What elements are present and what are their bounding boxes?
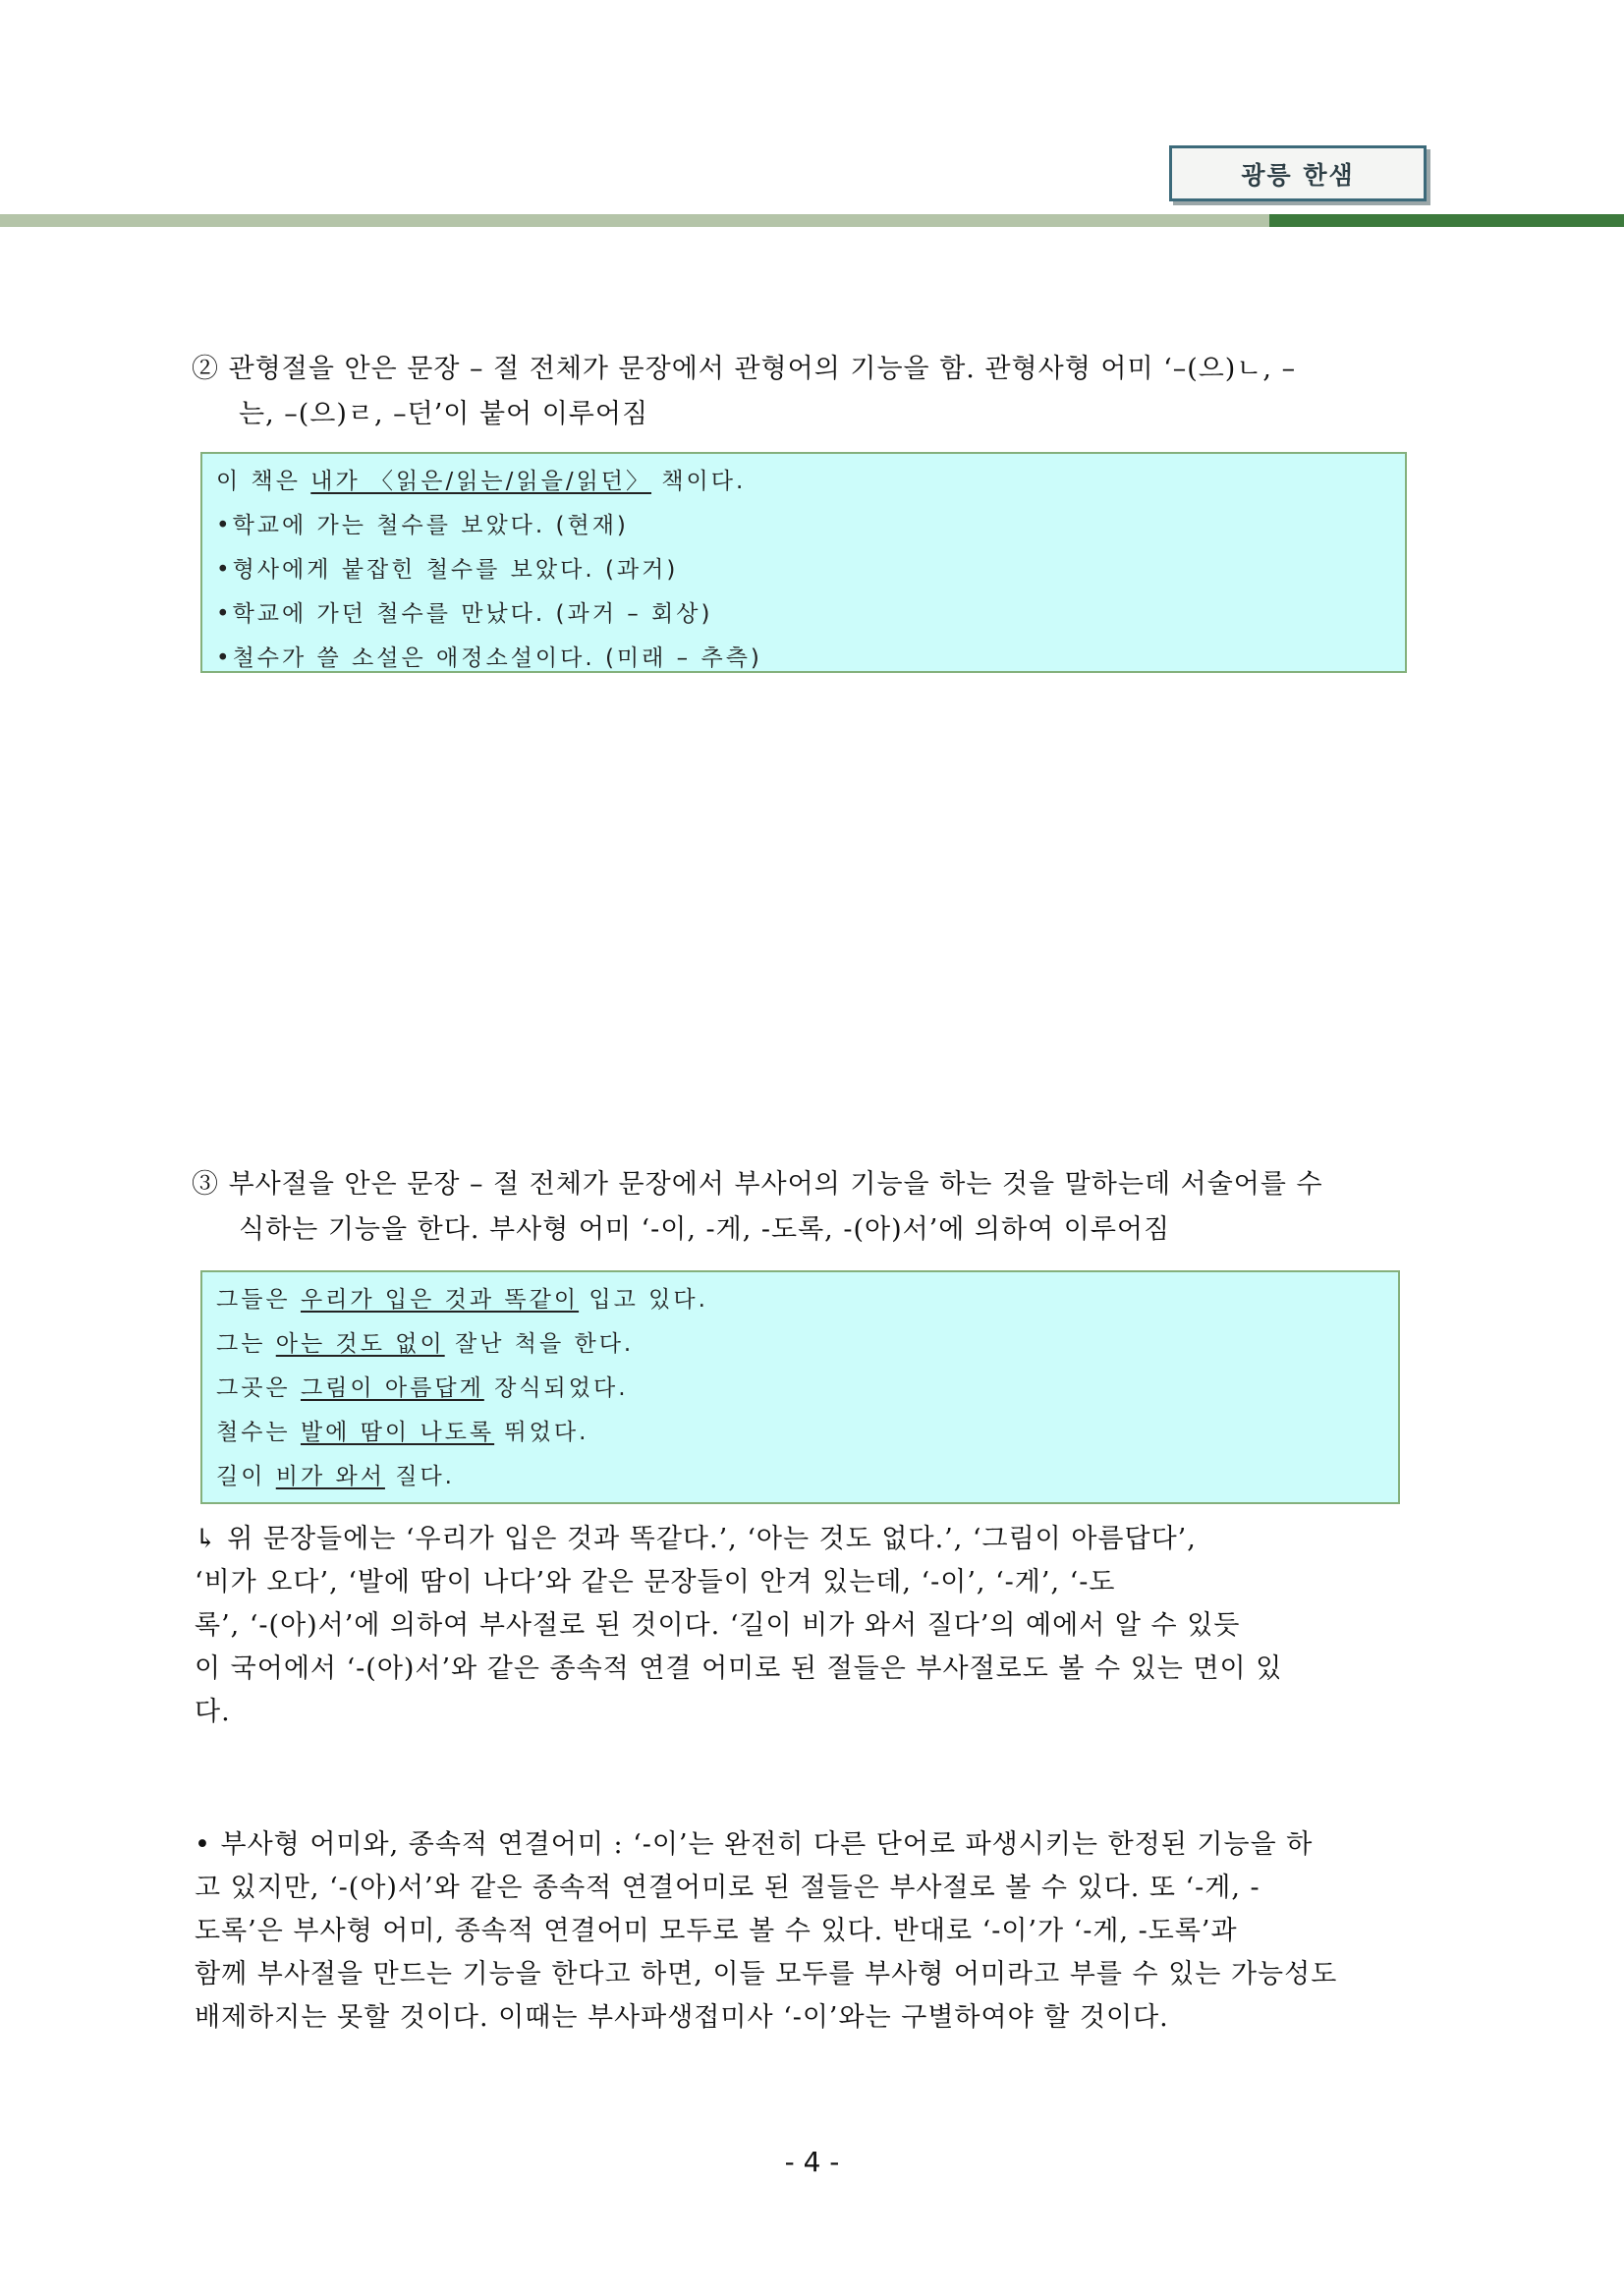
section2-example-line: •철수가 쓸 소설은 애정소설이다. (미래 – 추측) [216, 645, 762, 671]
bullet-paragraph [195, 1823, 1430, 2040]
intro-post: 책이다. [651, 469, 747, 494]
bullet-line: 배제하지는 못할 것이다. 이때는 부사파생접미사 ‘-이’와는 구별하여야 할 것이다. [195, 2002, 1169, 2033]
header-rule-dark [1269, 214, 1624, 227]
section3-heading-line1: ③ 부사절을 안은 문장 – 절 전체가 문장에서 부사어의 기능을 하는 것을 말하는데 서술어를 수 [192, 1169, 1323, 1200]
box-line-pre: 철수는 [216, 1420, 301, 1445]
section3-note [195, 1518, 1430, 1734]
note-line: ‘비가 오다’, ‘발에 땀이 나다’와 같은 문장들이 안겨 있는데, ‘-이’, ‘-게’, ‘-도 [195, 1567, 1116, 1597]
box-line-underlined: 우리가 입은 것과 똑같이 [300, 1287, 580, 1313]
box-line-pre: 그는 [216, 1331, 276, 1357]
section3-heading [192, 1162, 1434, 1253]
section3-box-line [216, 1367, 1384, 1411]
bullet-line: 함께 부사절을 만드는 기능을 한다고 하면, 이들 모두를 부사형 어미라고 부를 수 있는 가능성도 [195, 1959, 1338, 1989]
header-badge-text: 광릉 한샘 [1241, 160, 1355, 190]
box-line-underlined: 아는 것도 없이 [275, 1331, 445, 1357]
box-line-post: 장식되었다. [483, 1375, 629, 1401]
section3-box-line [216, 1411, 1384, 1455]
box-line-underlined: 그림이 아름답게 [300, 1375, 484, 1401]
header-rule-light [0, 214, 1269, 227]
section2-example-box [200, 452, 1407, 673]
page-number: - 4 - [784, 2146, 840, 2178]
section3-box-line [216, 1322, 1384, 1367]
section2-heading [192, 347, 1434, 437]
box-line-post: 질다. [384, 1464, 455, 1489]
section2-heading-line2: 는, –(으)ㄹ, –던’이 붙어 이루어짐 [239, 399, 649, 429]
box-line-pre: 그들은 [216, 1287, 301, 1313]
bullet-line: • 부사형 어미와, 종속적 연결어미 : ‘-이’는 완전히 다른 단어로 파생시키는 한정된 기능을 하 [195, 1829, 1314, 1860]
box-line-post: 잘난 척을 한다. [444, 1331, 635, 1357]
note-line: 이 국어에서 ‘-(아)서’와 같은 종속적 연결 어미로 된 절들은 부사절로도 볼 수 있는 면이 있 [195, 1653, 1283, 1684]
bullet-line: 고 있지만, ‘-(아)서’와 같은 종속적 연결어미로 된 절들은 부사절로 볼 수 있다. 또 ‘-게, - [195, 1873, 1260, 1903]
section2-example-line: •학교에 가던 철수를 만났다. (과거 – 회상) [216, 601, 713, 627]
note-line: 다. [195, 1697, 231, 1727]
bullet-line: 도록’은 부사형 어미, 종속적 연결어미 모두로 볼 수 있다. 반대로 ‘-이’가 ‘-게, -도록’과 [195, 1916, 1238, 1946]
section3-heading-line2: 식하는 기능을 한다. 부사형 어미 ‘-이, -게, -도록, -(아)서’에 의하여 이루어짐 [239, 1214, 1171, 1245]
box-line-underlined: 비가 와서 [275, 1464, 385, 1489]
section3-example-box [200, 1270, 1400, 1504]
section2-heading-line1: ② 관형절을 안은 문장 – 절 전체가 문장에서 관형어의 기능을 함. 관형사형 어미 ‘–(으)ㄴ, – [192, 354, 1297, 384]
box-line-pre: 길이 [216, 1464, 276, 1489]
note-line: ↳ 위 문장들에는 ‘우리가 입은 것과 똑같다.’, ‘아는 것도 없다.’, ‘그림이 아름답다’, [195, 1524, 1197, 1554]
section3-box-line [216, 1278, 1384, 1322]
section2-example-line: •형사에게 붙잡힌 철수를 보았다. (과거) [216, 557, 679, 583]
box-line-post: 입고 있다. [579, 1287, 708, 1313]
section2-box-intro [216, 460, 1391, 504]
section3-box-line [216, 1455, 1384, 1499]
box-line-underlined: 발에 땀이 나도록 [300, 1420, 495, 1445]
intro-underlined: 내가 〈읽은/읽는/읽을/읽던〉 [310, 469, 652, 494]
note-line: 록’, ‘-(아)서’에 의하여 부사절로 된 것이다. ‘길이 비가 와서 질다’의 예에서 알 수 있듯 [195, 1610, 1241, 1641]
header-badge [1169, 145, 1427, 201]
intro-pre: 이 책은 [216, 469, 311, 494]
box-line-post: 뛰었다. [494, 1420, 589, 1445]
box-line-pre: 그곳은 [216, 1375, 301, 1401]
section2-example-line: •학교에 가는 철수를 보았다. (현재) [216, 513, 629, 538]
